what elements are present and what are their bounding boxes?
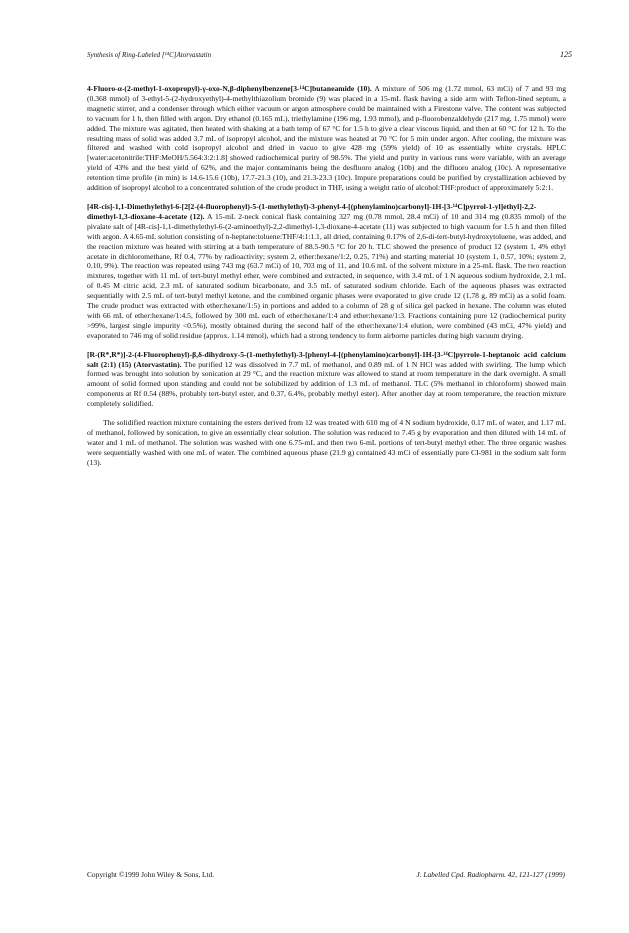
- paragraph-text: A mixture of 506 mg (1.72 mmol, 63 mCi) of 7 and 93 mg (0.368 mmol) of 3-ethyl-5-(2-hydroxyethyl)-4-methylthiazolium bromide (9) was placed in a 15-mL flask having a side arm with Teflon-lined septum, a magnetic stirrer, and a condenser through which either vacuum or argon atmosphere could be maintained with a Firestone valve. The content was subjected to vacuum for 1 h, then filled with argon. Dry ethanol (0.165 mL), triethylamine (196 mg, 1.93 mmol), and p-fluorobenzaldehyde (217 mg, 1.75 mmol) were added. The mixture was agitated, then heated with shaking at a bath temp of 67 °C for 1.5 h to give a clear viscous liquid, and then at 60 °C for 12 h. To the resulting mass of solid was added 3.7 mL of isopropyl alcohol, and the mixture was heated at 70 °C for 5 min under argon. After cooling, the mixture was filtered and washed with cold isopropyl alcohol and dried in vacuo to give 428 mg (59% yield) of 10 as essentially white crystals. HPLC [water:acetonitrile:THF:MeOH/5.564:3:2:1.8] showed radiochemical purity of 98.5%. The yield and purity in various runs were variable, with an average yield of 43% and the best yield of 62%, and the major contaminants being the desfluoro analog (10b) and the difluoro analog (10c). A representative retention time profile (in min) is 14.6-15.6 (10b), 17.7-21.3 (10), and 21.3-23.3 (10c). Impure preparations could be purified by crystallization achieved by addition of isopropyl alcohol to a concentrated solution of the crude product in THF, using a weight ratio of alcohol:THF:product of approximately 5:2:1.: [87, 84, 566, 193]
- paragraph-hydrolysis: [87, 418, 566, 468]
- article-body: [87, 84, 566, 468]
- paragraph-compound-10: [87, 84, 566, 193]
- paragraph-atorvastatin: [87, 350, 566, 409]
- paragraph-heading: 4-Fluoro-α-(2-methyl-1-oxopropyl)-γ-oxo-N,β-diphenylbenzene[3-¹⁴C]butaneamide (10).: [87, 84, 372, 93]
- paragraph-heading: [R-(R*,R*)]-2-(4-Fluorophenyl)-β,δ-dihydroxy-5-(1-methylethyl)-3-[phenyl-4-[(phenylamino)carbonyl]-1H-[3-¹⁴C]pyrrole-1-heptanoic acid calcium salt (2:1) (15) (Atorvastatin).: [87, 349, 566, 369]
- journal-citation: J. Labelled Cpd. Radiopharm. 42, 121-127 (1999): [416, 870, 565, 879]
- running-title: Synthesis of Ring-Labeled [¹⁴C]Atorvastatin: [87, 51, 212, 59]
- paragraph-text: The solidified reaction mixture containing the esters derived from 12 was treated with 610 mg of 4 N sodium hydroxide, 0.17 mL of water, and 1.17 mL of methanol, followed by sonication, to give an essentially clear solution. The solution was reduced to 7.45 g by evaporation and then diluted with 14 mL of water and 1 mL of methanol. The solution was washed with one 6.75-mL and then two 6-mL portions of tert-butyl methyl ether. The three organic washes were sequentially washed with one mL of water. The combined aqueous phase (21.9 g) contained 43 mCi of essentially pure CI-981 in the sodium salt form (13).: [87, 418, 566, 467]
- paragraph-compound-12: [87, 202, 566, 341]
- paragraph-heading: [4R-cis]-1,1-Dimethylethyl-6-[2[2-(4-fluorophenyl)-5-(1-methylethyl)-3-phenyl-4-[(phenylamino)carbonyl]-1H-[3-¹⁴C]pyrrol-1-yl]ethyl]-2,2-dimethyl-1,3-dioxane-4-acetate (12).: [87, 201, 537, 221]
- paragraph-text: The purified 12 was dissolved in 7.7 mL of methanol, and 0.89 mL of 1 N HCl was added with swirling. The lump which formed was brought into solution by sonication at 29 °C, and the reaction mixture was allowed to stand at room temperature in the dark overnight. A small amount of solid formed upon standing and could not be solubilized by addition of 1.3 mL of methanol. TLC (5% methanol in chloroform) showed main components at Rf 0.54 (88%, probably tert-butyl ester, and 0.37, 6.4%, probably methyl ester). After another day at room temperature, the reaction mixture completely solidified.: [87, 359, 567, 409]
- paragraph-text: A 15-mL 2-neck conical flask containing 327 mg (0.78 mmol, 28.4 mCi) of 10 and 314 mg (0.835 mmol) of the pivalate salt of [4R-cis]-1,1-dimethylethyl-6-(2-aminoethyl)-2,2-dimethyl-1,3-dioxane-4-acetate (11) was subjected to high vacuum for 1.5 h and then filled with argon. A 4.65-mL solution consisting of n-heptane:toluene:THF/4:1:1.1, all dried, containing 0.17% of 2,6-di-tert-butyl-hydroxytoluene, was added, and the reaction mixture was heated with stirring at a bath temperature of 88.5-90.5 °C for 20 h. TLC showed the presence of product 12 (system 1, 4% ethyl acetate in dichloromethane, Rf 0.4, 77% by radioactivity; system 2, ether:hexane/1:2, 0.25, 71%) and starting material 10 (system 1, 0.57, 10%; system 2, 0.10, 9%). The reaction was repeated using 743 mg (63.7 mCi) of 10, 703 mg of 11, and 10.6 mL of the solvent mixture in a 25-mL flask. The two reaction mixtures, together with 11 mL of tert-butyl methyl ether, were combined and extracted, in sequence, with 3.4 mL of 1 N aqueous sodium hydroxide, 2.1 mL of 0.45 M citric acid, 2.3 mL of saturated sodium bicarbonate, and 3.5 mL of saturated sodium chloride. Each of the aqueous phases was extracted sequentially with 2.5 mL of tert-butyl methyl ketone, and the combined organic phases were evaporated to give crude 12 (1.78 g, 89 mCi) as a solid foam. The crude product was extracted with ether:hexane/1:5) in portions and added to a column of 28 g of silica gel packed in hexane. The column was eluted with 66 mL of ether:hexane/1:4.5, followed by 300 mL each of ether:hexane/1:4 and ether:hexane/1:3. Fractions containing pure 12 (radiochemical purity >99%, largest single impurity <0.5%), mostly obtained during the second half of the ether:hexane/1:4 elution, were combined (43 mCi, 47% yield) and evaporated to 746 mg of solid residue (approx. 1.14 mmol), which had a strong tendency to form airborne particles during high vacuum drying.: [87, 211, 567, 340]
- page-number: 125: [560, 50, 572, 59]
- copyright-notice: Copyright ©1999 John Wiley & Sons, Ltd.: [87, 870, 215, 879]
